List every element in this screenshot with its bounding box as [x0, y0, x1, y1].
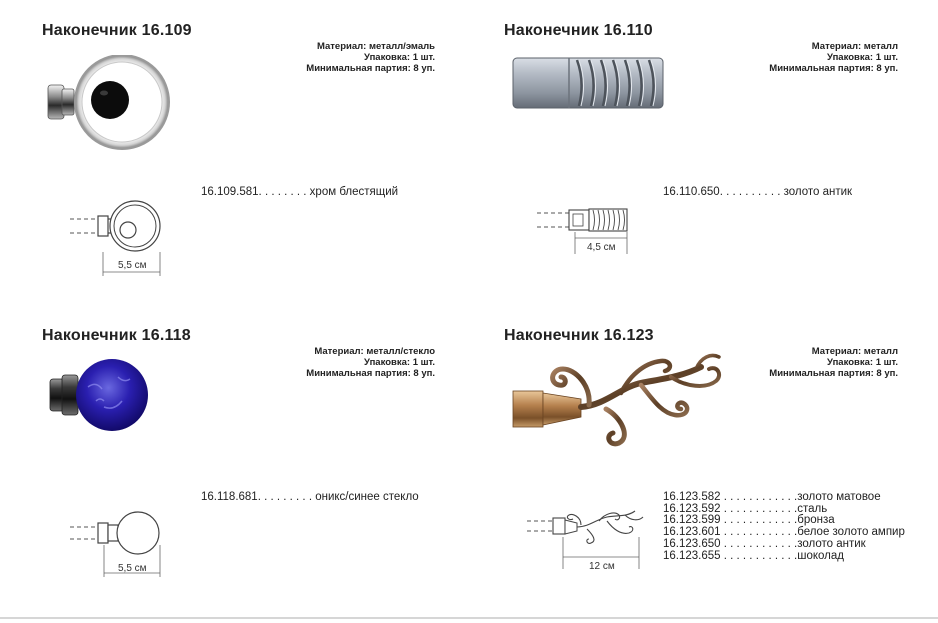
- product-16-109: [0, 0, 469, 305]
- product-specs: [306, 346, 435, 379]
- spec-package: Упаковка: 1 шт.: [827, 357, 898, 368]
- product-specs: [306, 41, 435, 74]
- finial-photo: [511, 347, 731, 447]
- product-16-123: [469, 305, 938, 610]
- product-code: 16.123.655 . . . . . . . . . . . .шоколад: [663, 549, 844, 562]
- dimension-label: 12 см: [589, 561, 615, 572]
- product-title: Наконечник 16.109: [42, 22, 192, 39]
- product-title: Наконечник 16.110: [504, 22, 653, 39]
- technical-drawing: [527, 507, 647, 577]
- spec-package: Упаковка: 1 шт.: [827, 52, 898, 63]
- spec-min-order: Минимальная партия: 8 уп.: [306, 63, 435, 74]
- product-code-list: [663, 492, 905, 562]
- spec-package: Упаковка: 1 шт.: [364, 357, 435, 368]
- product-code: 16.123.650 . . . . . . . . . . . .золото антик: [663, 537, 866, 550]
- product-code: 16.109.581. . . . . . . . хром блестящий: [201, 186, 399, 198]
- page-bottom-divider: [0, 617, 938, 619]
- spec-package: Упаковка: 1 шт.: [364, 52, 435, 63]
- product-code: 16.123.582 . . . . . . . . . . . .золото матовое: [663, 491, 881, 503]
- technical-drawing: [537, 202, 637, 262]
- product-16-110: [469, 0, 938, 305]
- product-16-118: [0, 305, 469, 610]
- technical-drawing: [70, 505, 170, 583]
- finial-photo: [511, 52, 671, 112]
- product-code: 16.123.599 . . . . . . . . . . . .бронза: [663, 514, 835, 527]
- technical-drawing: [70, 200, 170, 280]
- spec-material: Материал: металл/эмаль: [316, 41, 435, 52]
- dimension-label: 4,5 см: [587, 242, 616, 253]
- spec-material: Материал: металл: [811, 346, 898, 357]
- product-code: 16.123.601 . . . . . . . . . . . .белое золото ампир: [663, 526, 905, 539]
- spec-material: Материал: металл/стекло: [314, 346, 435, 357]
- finial-photo: [48, 357, 158, 437]
- spec-min-order: Минимальная партия: 8 уп.: [769, 63, 898, 74]
- finial-photo: [44, 55, 174, 155]
- product-specs: [769, 41, 898, 74]
- product-specs: [769, 346, 898, 379]
- dimension-label: 5,5 см: [118, 563, 147, 574]
- spec-material: Материал: металл: [811, 41, 898, 52]
- spec-min-order: Минимальная партия: 8 уп.: [769, 368, 898, 379]
- product-title: Наконечник 16.123: [504, 327, 654, 344]
- product-code: 16.123.592 . . . . . . . . . . . .сталь: [663, 502, 828, 515]
- dimension-label: 5,5 см: [118, 260, 147, 271]
- product-title: Наконечник 16.118: [42, 327, 191, 344]
- product-code: 16.118.681. . . . . . . . . оникс/синее стекло: [201, 491, 419, 503]
- product-code: 16.110.650. . . . . . . . . . золото антик: [663, 186, 853, 198]
- spec-min-order: Минимальная партия: 8 уп.: [306, 368, 435, 379]
